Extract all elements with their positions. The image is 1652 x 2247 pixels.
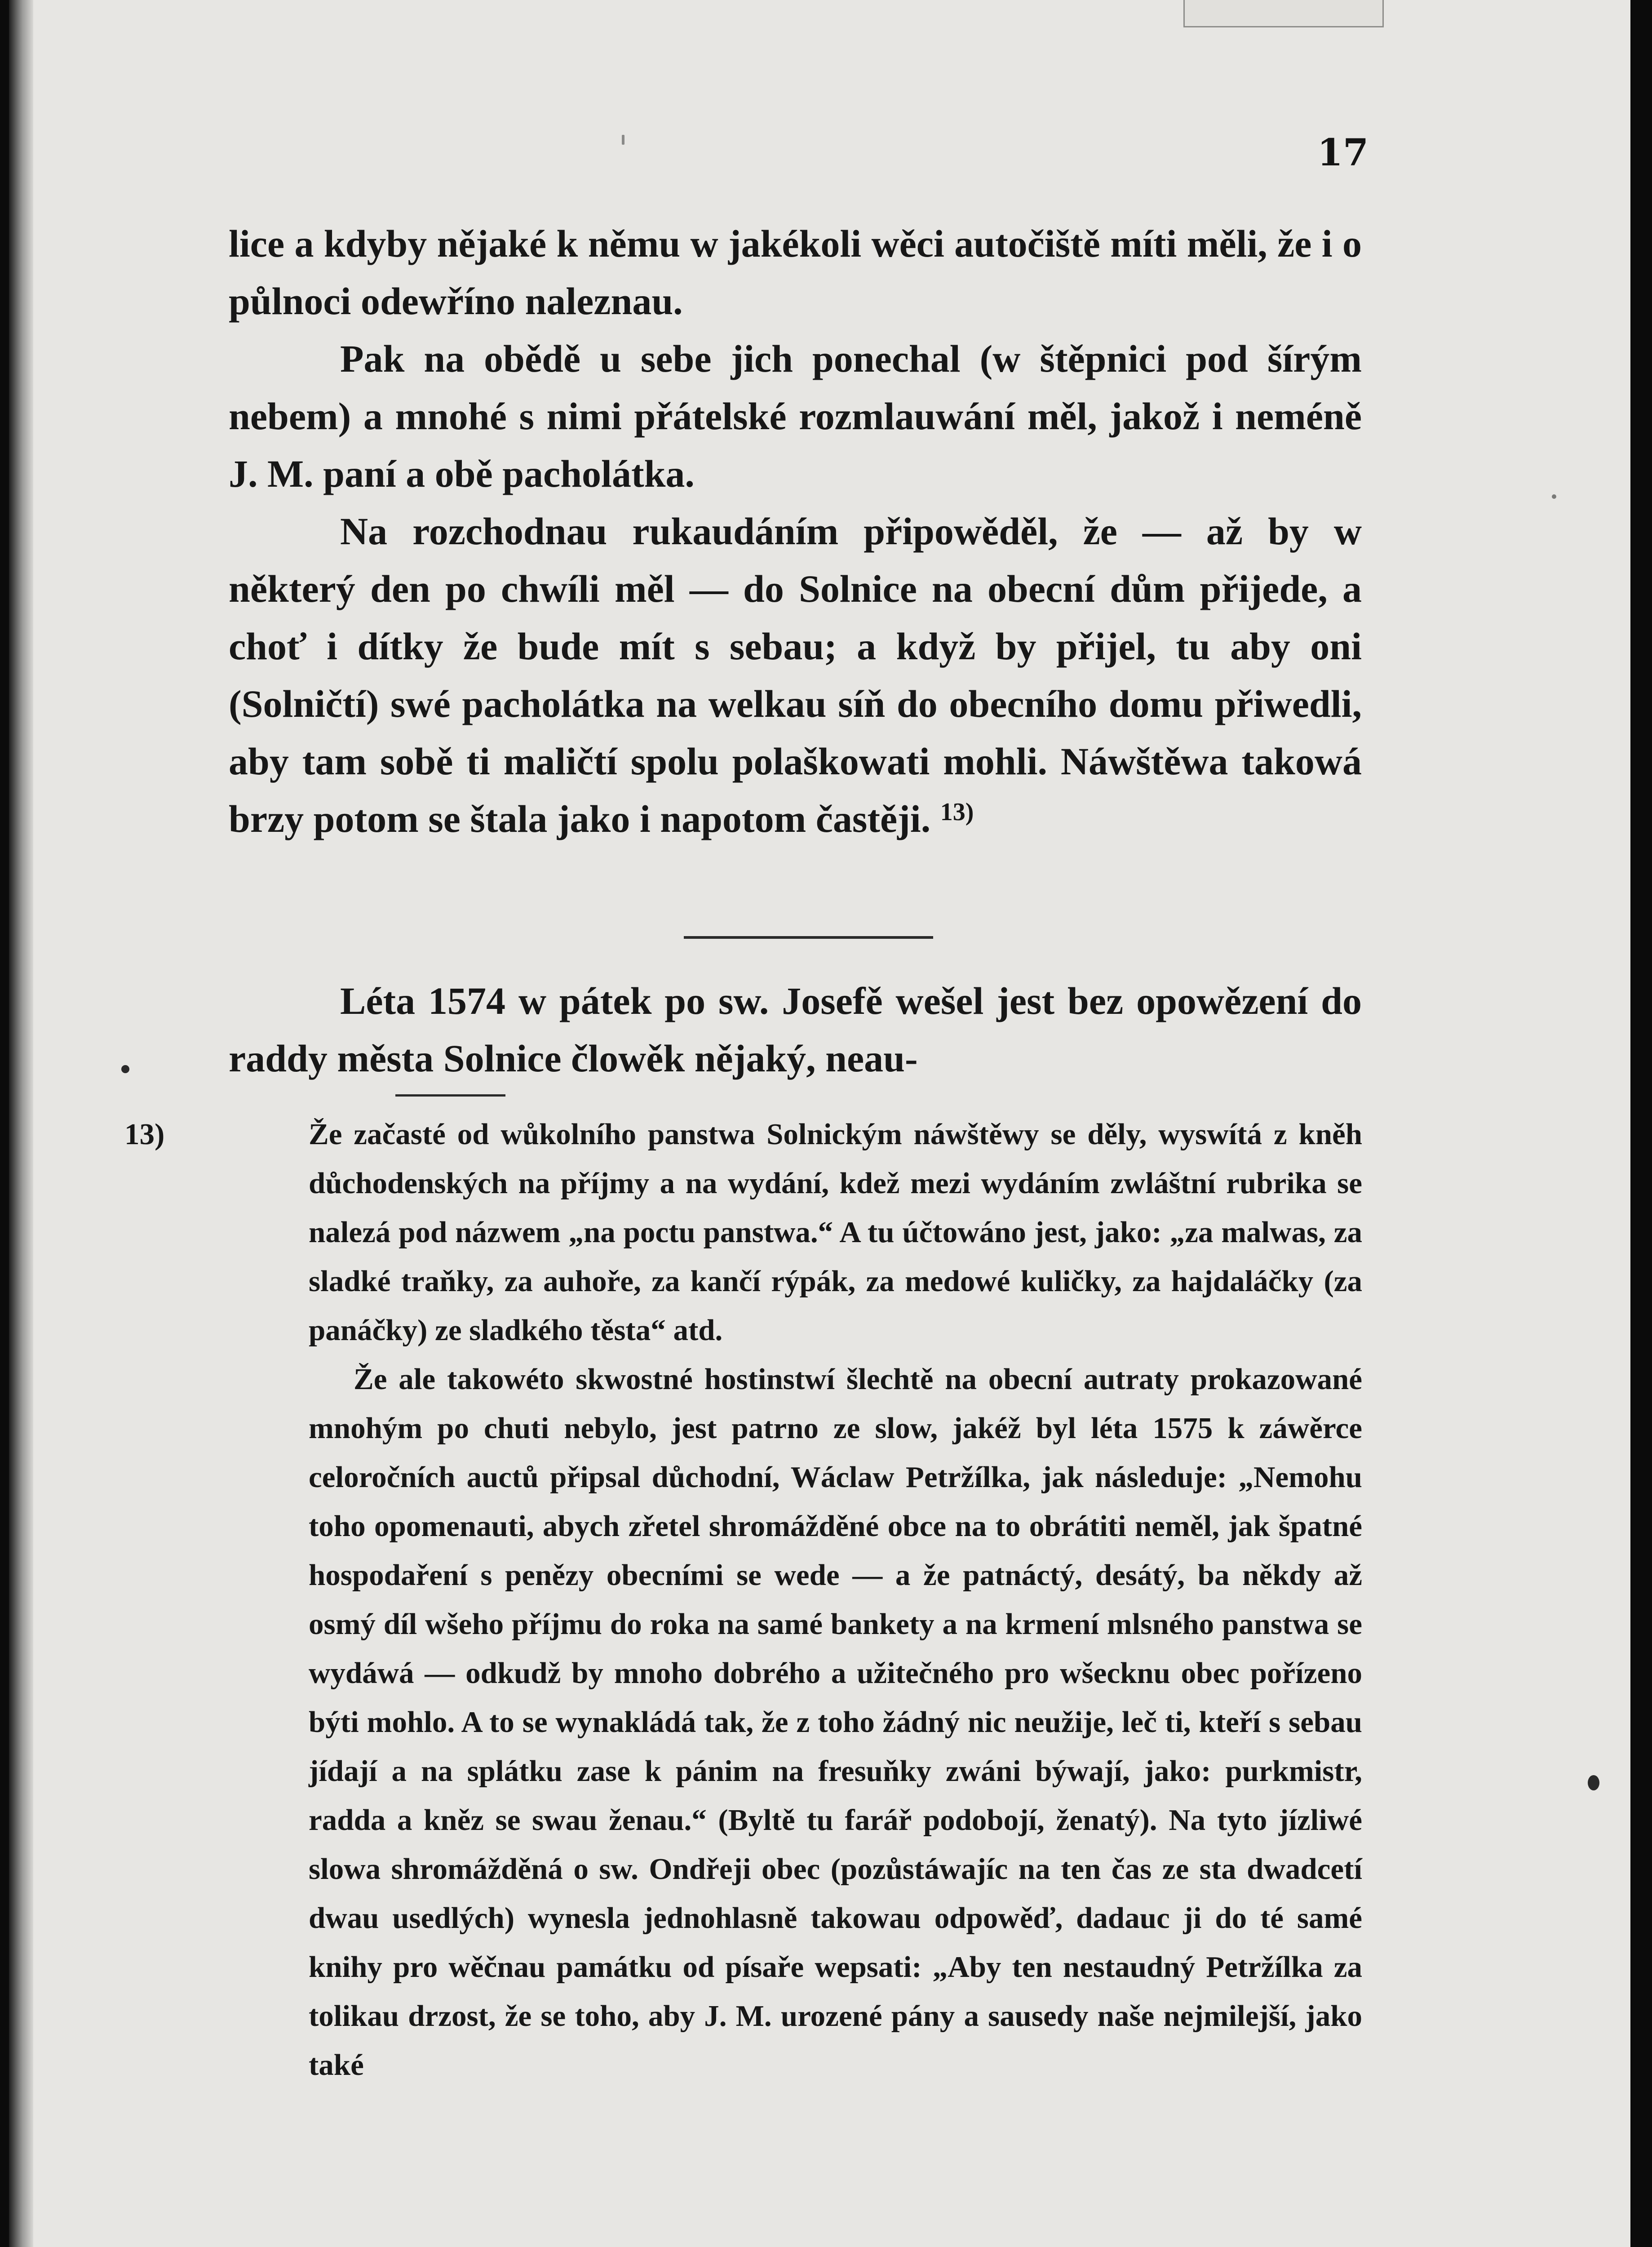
scan-edge — [9, 0, 33, 2247]
footnote-marker: 13) — [124, 1118, 165, 1151]
footnote-text: Že začasté od wůkolního panstwa Solnickým náwštěwy se děly, wyswítá z kněh důchodenských na příjmy a na wydání, kdež mezi wydáním zwláštní rubrika se nalezá pod názwem „na poctu panstwa.“ A tu účtowáno jest, jako: „za malwas, za sladké traňky, za auhoře, za kančí rýpák, za medowé kuličky, za hajdaláčky (za panáčky) ze sladkého těsta“ atd. — [309, 1118, 1362, 1347]
paragraph — [229, 330, 1362, 502]
footnote-paragraph — [124, 1110, 1362, 1355]
page-number: 17 — [1317, 131, 1369, 174]
footnote-block — [124, 1110, 1362, 2090]
paragraph-text: Pak na obědě u sebe jich ponechal (w štěpnici pod šírým nebem) a mnohé s nimi přátelské rozmlauwání měl, jakož i neméně J. M. paní a obě pacholátka. — [229, 337, 1362, 495]
paragraph-text: Na rozchodnau rukaudáním připowěděl, že — až by w některý den po chwíli měl — do Solnice na obecní dům přijede, a choť i dítky že bude mít s sebau; a když by přijel, tu aby oni (Solničtí) swé pacholátka na welkau síň do obecního domu přiwedli, aby tam sobě ti maličtí spolu polaškowati mohli. Náwštěwa takowá brzy potom se štala jako i napotom častěji. — [229, 510, 1362, 840]
footnote-paragraph — [217, 1355, 1362, 2090]
section-divider — [684, 936, 933, 939]
footnote-text: Že ale takowéto skwostné hostinstwí šlechtě na obecní autraty prokazowané mnohým po chuti nebylo, jest patrno ze slow, jakéž byl léta 1575 k záwěrce celoročních auctů připsal důchodní, Wáclaw Petržílka, jak následuje: „Nemohu toho opomenauti, abych zřetel shromážděné obce na to obrátiti neměl, jak špatné hospodaření s penězy obecními se wede — a že patnáctý, desátý, ba někdy až osmý díl wšeho příjmu do roka na samé bankety a na krmení mlsného panstwa se wydáwá — odkudž by mnoho dobrého a užitečného pro wšecknu obec pořízeno býti mohlo. A to se wynakládá tak, že z toho žádný nic neužije, leč ti, kteří s sebau jídají a na splátku zase k pánim na fresuňky zwáni býwají, jako: purkmistr, radda a kněz se swau ženau.“ (Byltě tu farář podobojí, ženatý). Na tyto jízliwé slowa shromážděná o sw. Ondřeji obec (pozůstáwajíc na ten čas ze sta dwadcetí dwau usedlých) wynesla jednohlasně takowau odpowěď, dadauc ji do té samé knihy pro wěčnau památku od písaře wepsati: „Aby ten nestaudný Petržílka za tolikau drzost, že se toho, aby J. M. urozené pány a sausedy naše nejmilejší, jako také — [309, 1363, 1362, 2082]
footnote-divider — [395, 1094, 505, 1097]
scan-speck — [622, 135, 624, 145]
paragraph — [229, 215, 1362, 330]
scan-speck — [121, 1065, 129, 1073]
footnote-reference[interactable]: 13) — [940, 798, 974, 826]
paragraph-text: lice a kdyby nějaké k němu w jakékoli wěci autočiště míti měli, že i o půlnoci odewříno naleznau. — [229, 222, 1362, 323]
section-text — [229, 972, 1362, 1087]
paragraph — [229, 502, 1362, 848]
paragraph-text: Léta 1574 w pátek po sw. Josefě wešel jest bez opowězení do raddy města Solnice člowěk nějaký, neau- — [229, 979, 1362, 1080]
main-text — [229, 215, 1362, 848]
page-crease — [1183, 0, 1384, 27]
scan-speck — [1588, 1775, 1599, 1790]
book-page — [33, 0, 1630, 2247]
scan-speck — [1552, 494, 1556, 499]
paragraph — [229, 972, 1362, 1087]
